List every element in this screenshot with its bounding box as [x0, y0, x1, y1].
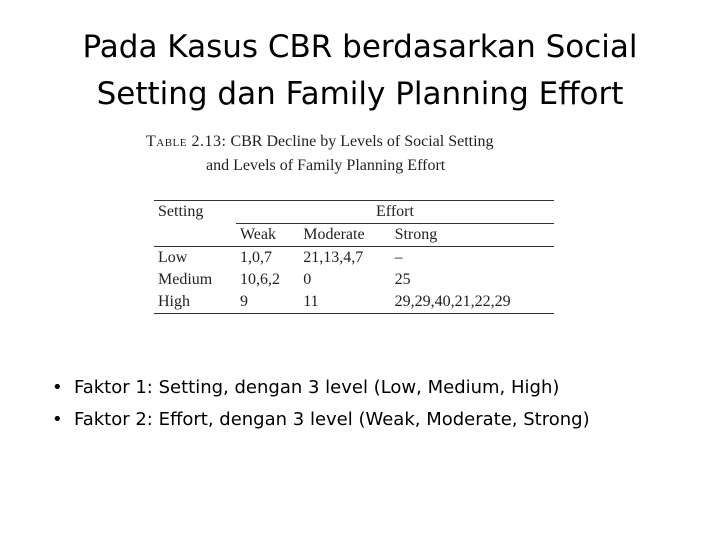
bullet-item — [52, 404, 590, 436]
effort-header: Effort — [236, 201, 554, 224]
table-cell: 21,13,4,7 — [303, 249, 364, 266]
row-label: High — [154, 291, 236, 314]
table-cell: 11 — [299, 291, 390, 314]
table-cell: 10,6,2 — [239, 271, 280, 288]
cbr-table — [154, 200, 554, 314]
table-row — [154, 247, 554, 270]
table-cell: 1,0,7 — [239, 249, 272, 266]
table-row — [154, 291, 554, 314]
table-caption — [146, 130, 566, 178]
table-cell: – — [394, 249, 403, 266]
column-header-weak: Weak — [236, 224, 299, 247]
column-header-moderate: Moderate — [299, 224, 390, 247]
table-header-row — [154, 201, 554, 224]
table-cell: 9 — [236, 291, 299, 314]
bullet-list — [52, 372, 590, 436]
table-figure — [146, 130, 566, 314]
row-label: Medium — [158, 271, 213, 288]
table-cell: 29,29,40,21,22,29 — [391, 291, 554, 314]
table-caption-line2: and Levels of Family Planning Effort — [206, 157, 446, 174]
column-header-strong: Strong — [391, 224, 554, 247]
table-cell: 0 — [303, 271, 312, 288]
bullet-text: Faktor 1: Setting, dengan 3 level (Low, Medium, High) — [74, 377, 560, 398]
table-caption-line1: CBR Decline by Levels of Social Setting — [230, 133, 494, 150]
bullet-item — [52, 372, 590, 404]
table-row — [154, 269, 554, 291]
row-label: Low — [158, 249, 188, 266]
slide-title: Pada Kasus CBR berdasarkan Social Setting dan Family Planning Effort — [82, 29, 638, 112]
table-caption-label: Table 2.13: — [146, 133, 227, 150]
bullet-marker: • — [52, 377, 63, 398]
bullet-marker: • — [52, 409, 63, 430]
setting-header: Setting — [154, 201, 236, 247]
bullet-text: Faktor 2: Effort, dengan 3 level (Weak, Moderate, Strong) — [74, 409, 590, 430]
table-cell: 25 — [394, 271, 411, 288]
